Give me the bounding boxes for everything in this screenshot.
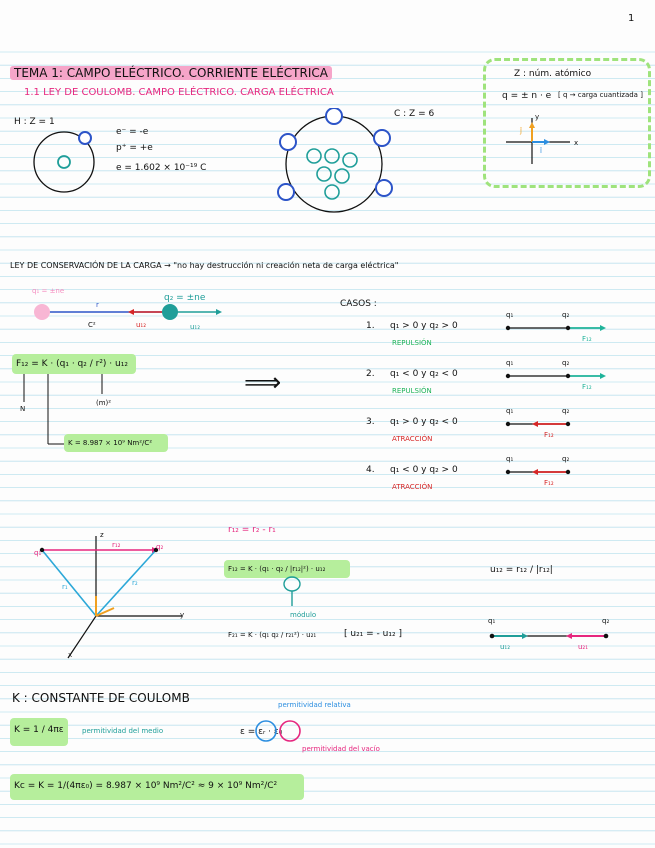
u-diagram-q2: q₂ (602, 617, 610, 625)
case-condition: q₁ < 0 y q₂ < 0 (390, 369, 458, 379)
case-force-label: F₁₂ (582, 335, 592, 343)
section-subtitle: 1.1 LEY DE COULOMB. CAMPO ELÉCTRICO. CARGA ELÉCTRICA (24, 87, 334, 98)
unit-j-label: ĵ (520, 127, 522, 135)
hydrogen-atom-diagram (28, 124, 108, 204)
q2-vector-label: q₂ (156, 543, 164, 551)
page-number: 1 (628, 13, 635, 24)
u21-relation: [ u₂₁ = - u₁₂ ] (344, 629, 402, 639)
newton-unit: N (20, 405, 26, 413)
unit-i-label: î (540, 147, 542, 155)
coulomb-charges-diagram (30, 300, 230, 340)
case-number: 1. (366, 321, 375, 331)
case-number: 3. (366, 417, 375, 427)
page-title: TEMA 1: CAMPO ELÉCTRICO. CORRIENTE ELÉCTRICA (10, 66, 332, 80)
case-q2-label: q₂ (562, 407, 570, 415)
coulomb-constant-title: K : CONSTANTE DE COULOMB (12, 691, 190, 705)
x-axis-label: x (68, 651, 73, 659)
coulomb-law-formula: F₁₂ = K · (q₁ · q₂ / r²) · u₁₂ (16, 359, 128, 369)
vacuum-permittivity-note: permitividad del vacío (302, 745, 380, 753)
q1-vector-label: q₁ (34, 549, 42, 557)
case-q1-label: q₁ (506, 359, 514, 367)
k-formula: K = 1 / 4πε (14, 725, 64, 735)
case-force-diagram (504, 418, 614, 432)
r12-label: r₁₂ (112, 541, 121, 549)
hydrogen-label: H : Z = 1 (14, 117, 55, 127)
case-condition: q₁ < 0 y q₂ > 0 (390, 465, 458, 475)
r1-label: r₁ (62, 583, 68, 591)
q-quantized-note: [ q → carga cuantizada ] (558, 91, 643, 99)
case-force-label: F₁₂ (582, 383, 592, 391)
r2-label: r₂ (132, 579, 138, 587)
relative-permittivity-note: permitividad relativa (278, 701, 351, 709)
q2-charge-label: q₂ = ±ne (164, 293, 206, 303)
case-number: 4. (366, 465, 375, 475)
case-q1-label: q₁ (506, 311, 514, 319)
case-q1-label: q₁ (506, 407, 514, 415)
case-force-diagram (504, 466, 614, 480)
case-condition: q₁ > 0 y q₂ > 0 (390, 321, 458, 331)
case-force-label: F₁₂ (544, 479, 554, 487)
case-force-diagram (504, 370, 614, 384)
u12-red-label: u₁₂ (136, 321, 147, 329)
case-type: REPULSIÓN (392, 339, 432, 347)
case-type: ATRACCIÓN (392, 483, 433, 491)
f12-vector-formula: F₁₂ = K · (q₁ · q₂ / |r₁₂|²) · u₁₂ (228, 565, 326, 573)
modulo-arrow (282, 574, 302, 610)
y-axis-label: y (180, 611, 185, 619)
elementary-charge-value: e = 1.602 × 10⁻¹⁹ C (116, 163, 207, 173)
case-q2-label: q₂ (562, 311, 570, 319)
epsilon-circles (252, 716, 304, 746)
cases-title: CASOS : (340, 299, 377, 309)
case-q2-label: q₂ (562, 359, 570, 367)
carbon-atom-diagram (270, 108, 400, 218)
case-force-diagram (504, 322, 614, 336)
epsilon-formula: ε = εᵣ · ε₀ (240, 727, 283, 737)
distance-r-label: r (96, 301, 99, 309)
modulo-label: módulo (290, 611, 317, 619)
implies-arrow: ⟹ (244, 368, 282, 398)
case-type: ATRACCIÓN (392, 435, 433, 443)
case-q2-label: q₂ (562, 455, 570, 463)
case-number: 2. (366, 369, 375, 379)
corner-y-label: y (535, 113, 540, 121)
u-diagram-q1: q₁ (488, 617, 496, 625)
case-q1-label: q₁ (506, 455, 514, 463)
corner-axes-diagram (500, 110, 580, 170)
z-axis-label: z (100, 531, 104, 539)
k-constant-value: K = 8.987 × 10⁹ Nm²/C² (68, 439, 153, 447)
u12-teal-label: u₁₂ (190, 323, 201, 331)
u12-definition: u₁₂ = r₁₂ / |r₁₂| (490, 565, 553, 575)
vector-axes-diagram (36, 528, 216, 668)
proton-charge: p⁺ = +e (116, 143, 153, 153)
coulomb-constant-value: Kc = K = 1/(4πε₀) = 8.987 × 10⁹ Nm²/C² ≈ 9 × 10⁹ Nm²/C² (14, 781, 278, 791)
q1-charge-label: q₁ = ±ne (32, 287, 65, 295)
meter-squared-unit: (m)² (96, 399, 112, 407)
u21-diagram-label: u₂₁ (578, 643, 589, 651)
r12-definition: r₁₂ = r₂ - r₁ (228, 525, 276, 535)
corner-x-label: x (574, 139, 579, 147)
case-type: REPULSIÓN (392, 387, 432, 395)
permittivity-medium-note: permitividad del medio (82, 727, 164, 735)
electron-charge: e⁻ = -e (116, 127, 149, 137)
c-squared-label: C² (88, 321, 96, 329)
u12-diagram-label: u₁₂ (500, 643, 511, 651)
f21-vector-formula: F₂₁ = K · (q₁ q₂ / r₂₁²) · u₂₁ (228, 631, 317, 639)
case-condition: q₁ > 0 y q₂ < 0 (390, 417, 458, 427)
case-force-label: F₁₂ (544, 431, 554, 439)
q-quantized-formula: q = ± n · e (502, 91, 552, 101)
carbon-label: C : Z = 6 (394, 109, 435, 119)
charge-conservation-law: LEY DE CONSERVACIÓN DE LA CARGA → "no hay destrucción ni creación neta de carga eléctrica" (10, 261, 399, 270)
z-atomic-label: Z : núm. atómico (514, 69, 592, 79)
